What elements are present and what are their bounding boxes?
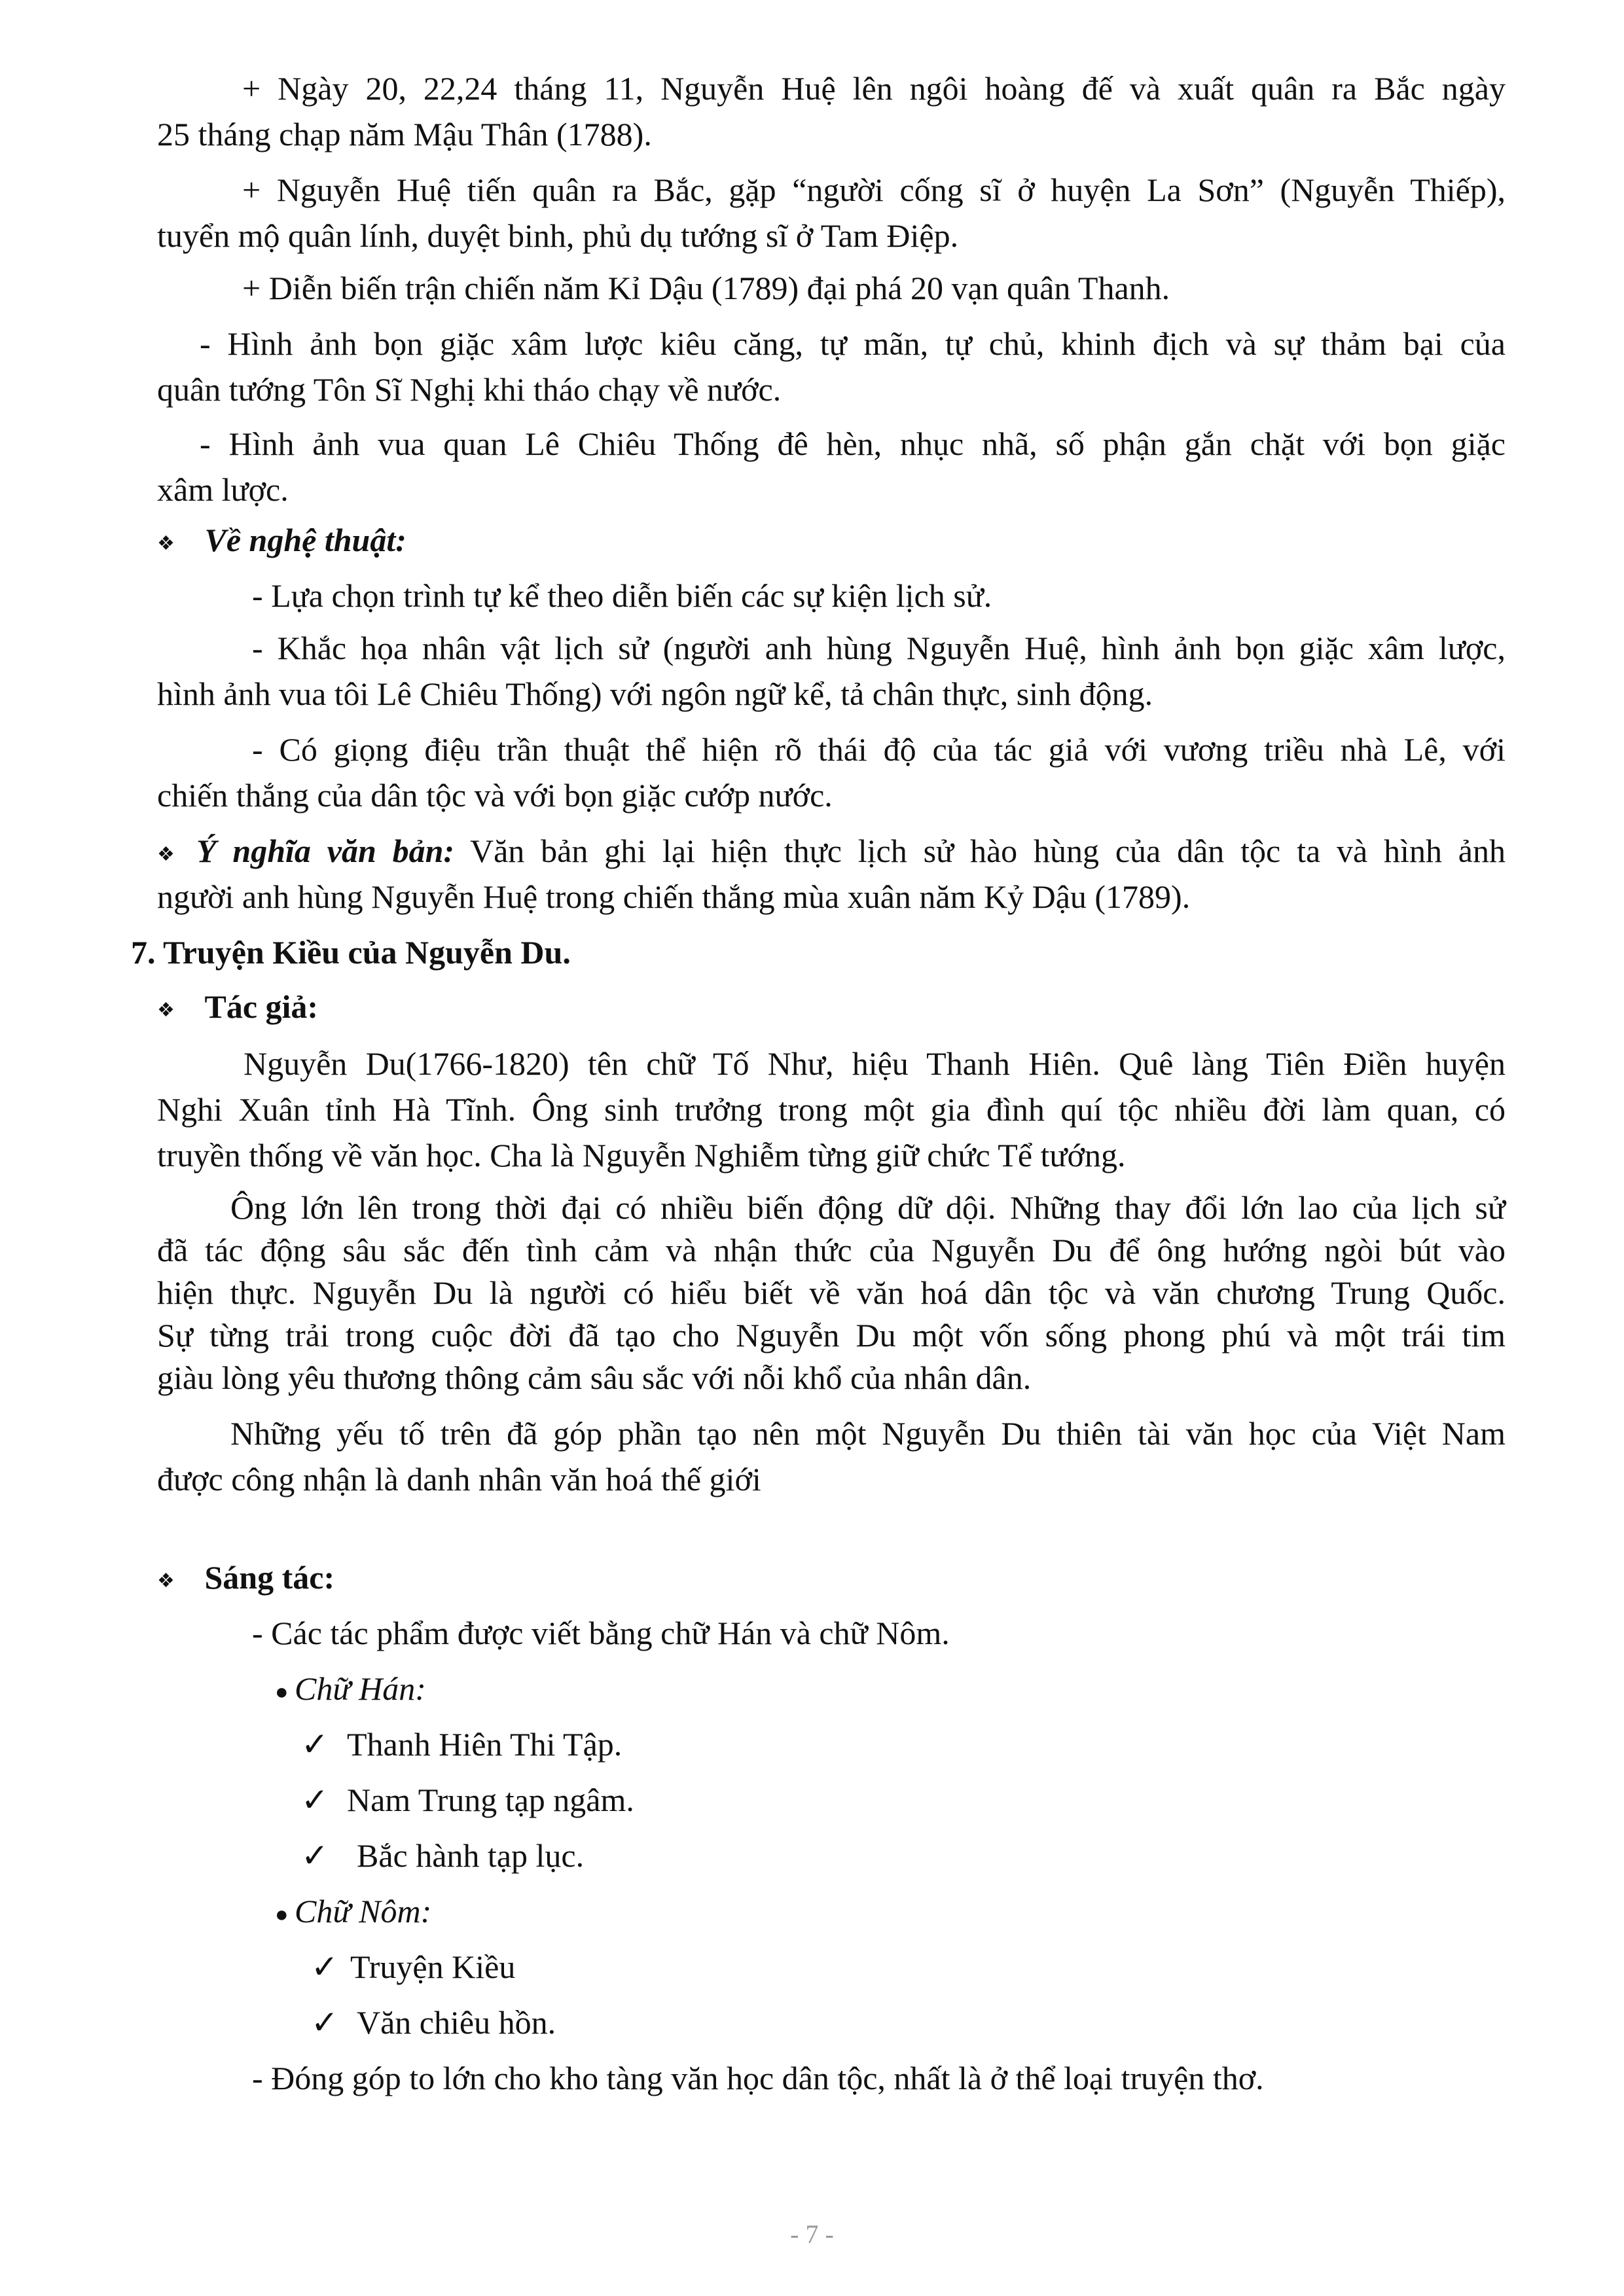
diamond-bullet-icon: ❖	[157, 843, 175, 865]
han-item-text: Nam Trung tạp ngâm.	[347, 1782, 634, 1818]
art-line-1: - Lựa chọn trình tự kể theo diễn biến các sự kiện lịch sử.	[252, 577, 992, 614]
author-p2d: Sự từng trải trong cuộc đời đã tạo cho Nguyễn Du một vốn sống phong phú và một trái tim	[157, 1317, 1506, 1354]
author-p1b: Nghi Xuân tỉnh Hà Tĩnh. Ông sinh trưởng trong một gia đình quí tộc nhiều đời làm quan, có	[157, 1091, 1506, 1128]
han-item-3	[301, 1833, 1624, 1878]
meaning-text-a: Văn bản ghi lại hiện thực lịch sử hào hùng của dân tộc ta và hình ảnh	[454, 833, 1506, 869]
section-7-title: 7. Truyện Kiều của Nguyễn Du.	[131, 934, 571, 971]
meaning-label: Ý nghĩa văn bản:	[196, 833, 455, 869]
meaning-line-b: người anh hùng Nguyễn Huệ trong chiến thắng mùa xuân năm Kỷ Dậu (1789).	[157, 878, 1191, 915]
checkmark-icon: ✓	[311, 1948, 338, 1985]
works-heading-row	[157, 1554, 1506, 1604]
author-p2c: hiện thực. Nguyễn Du là người có hiểu biết về văn hoá dân tộc và văn chương Trung Quốc.	[157, 1274, 1506, 1311]
author-p2b: đã tác động sâu sắc đến tình cảm và nhận thức của Nguyễn Du để ông hướng ngòi bút vào	[157, 1232, 1506, 1268]
author-heading: Tác giả:	[204, 988, 319, 1025]
art-heading-row	[157, 517, 1506, 567]
author-p2e: giàu lòng yêu thương thông cảm sâu sắc với nỗi khổ của nhân dân.	[157, 1359, 1032, 1396]
nom-item-2	[311, 2000, 1624, 2045]
han-item-text: Thanh Hiên Thi Tập.	[347, 1726, 623, 1763]
page-number: - 7 -	[790, 2219, 834, 2249]
author-p1c: truyền thống về văn học. Cha là Nguyễn Nghiễm từng giữ chức Tể tướng.	[157, 1137, 1126, 1174]
art-line-3a: - Có giọng điệu trần thuật thể hiện rõ thái độ của tác giả với vương triều nhà Lê, với	[252, 731, 1506, 768]
nom-item-text: Truyện Kiều	[350, 1948, 516, 1985]
han-item-1	[301, 1721, 1624, 1767]
author-p1a: Nguyễn Du(1766-1820) tên chữ Tố Như, hiệu Thanh Hiên. Quê làng Tiên Điền huyện	[244, 1045, 1506, 1082]
author-p3a: Những yếu tố trên đã góp phần tạo nên một Nguyễn Du thiên tài văn học của Việt Nam	[230, 1415, 1506, 1452]
han-item-2	[301, 1777, 1624, 1823]
han-item-text: Bắc hành tạp lục.	[357, 1837, 585, 1874]
works-intro: - Các tác phẩm được viết bằng chữ Hán và chữ Nôm.	[252, 1615, 950, 1651]
round-bullet-icon: ●	[275, 1679, 289, 1704]
invader-line-b: quân tướng Tôn Sĩ Nghị khi tháo chạy về nước.	[157, 371, 782, 408]
invader-line-a: - Hình ảnh bọn giặc xâm lược kiêu căng, tự mãn, tự chủ, khinh địch và sự thảm bại của	[200, 325, 1506, 362]
diamond-bullet-icon: ❖	[157, 999, 175, 1021]
checkmark-icon: ✓	[301, 1837, 329, 1874]
event-line-3: + Diễn biến trận chiến năm Kỉ Dậu (1789) đại phá 20 vạn quân Thanh.	[242, 270, 1170, 306]
king-line-a: - Hình ảnh vua quan Lê Chiêu Thống đê hèn, nhục nhã, số phận gắn chặt với bọn giặc	[200, 425, 1506, 462]
art-line-3b: chiến thắng của dân tộc và với bọn giặc cướp nước.	[157, 777, 833, 814]
works-heading: Sáng tác:	[204, 1559, 335, 1596]
event-line-1a: + Ngày 20, 22,24 tháng 11, Nguyễn Huệ lên ngôi hoàng đế và xuất quân ra Bắc ngày	[242, 70, 1506, 107]
art-line-2b: hình ảnh vua tôi Lê Chiêu Thống) với ngôn ngữ kể, tả chân thực, sinh động.	[157, 675, 1153, 712]
checkmark-icon: ✓	[301, 1726, 329, 1763]
han-label: Chữ Hán:	[295, 1670, 426, 1707]
author-heading-row	[157, 984, 1506, 1033]
author-p3b: được công nhận là danh nhân văn hoá thế giới	[157, 1461, 761, 1498]
event-line-2b: tuyển mộ quân lính, duyệt binh, phủ dụ tướng sĩ ở Tam Điệp.	[157, 217, 959, 254]
diamond-bullet-icon: ❖	[157, 1570, 175, 1592]
author-p2a: Ông lớn lên trong thời đại có nhiều biến động dữ dội. Những thay đổi lớn lao của lịch sử	[230, 1189, 1506, 1226]
round-bullet-icon: ●	[275, 1902, 289, 1927]
checkmark-icon: ✓	[311, 2004, 338, 2041]
meaning-line-a	[157, 828, 1506, 878]
han-label-row	[275, 1666, 1623, 1715]
nom-label: Chữ Nôm:	[295, 1893, 432, 1929]
diamond-bullet-icon: ❖	[157, 532, 175, 554]
works-contribution: - Đóng góp to lớn cho kho tàng văn học dân tộc, nhất là ở thể loại truyện thơ.	[252, 2060, 1264, 2096]
nom-label-row	[275, 1888, 1623, 1938]
event-line-1b: 25 tháng chạp năm Mậu Thân (1788).	[157, 116, 652, 152]
event-line-2a: + Nguyễn Huệ tiến quân ra Bắc, gặp “người cống sĩ ở huyện La Sơn” (Nguyễn Thiếp),	[242, 171, 1506, 208]
nom-item-text: Văn chiêu hồn.	[357, 2004, 556, 2041]
art-heading: Về nghệ thuật:	[204, 522, 406, 558]
nom-item-1	[311, 1944, 1624, 1990]
king-line-b: xâm lược.	[157, 471, 289, 508]
checkmark-icon: ✓	[301, 1782, 329, 1818]
art-line-2a: - Khắc họa nhân vật lịch sử (người anh hùng Nguyễn Huệ, hình ảnh bọn giặc xâm lược,	[252, 630, 1506, 666]
